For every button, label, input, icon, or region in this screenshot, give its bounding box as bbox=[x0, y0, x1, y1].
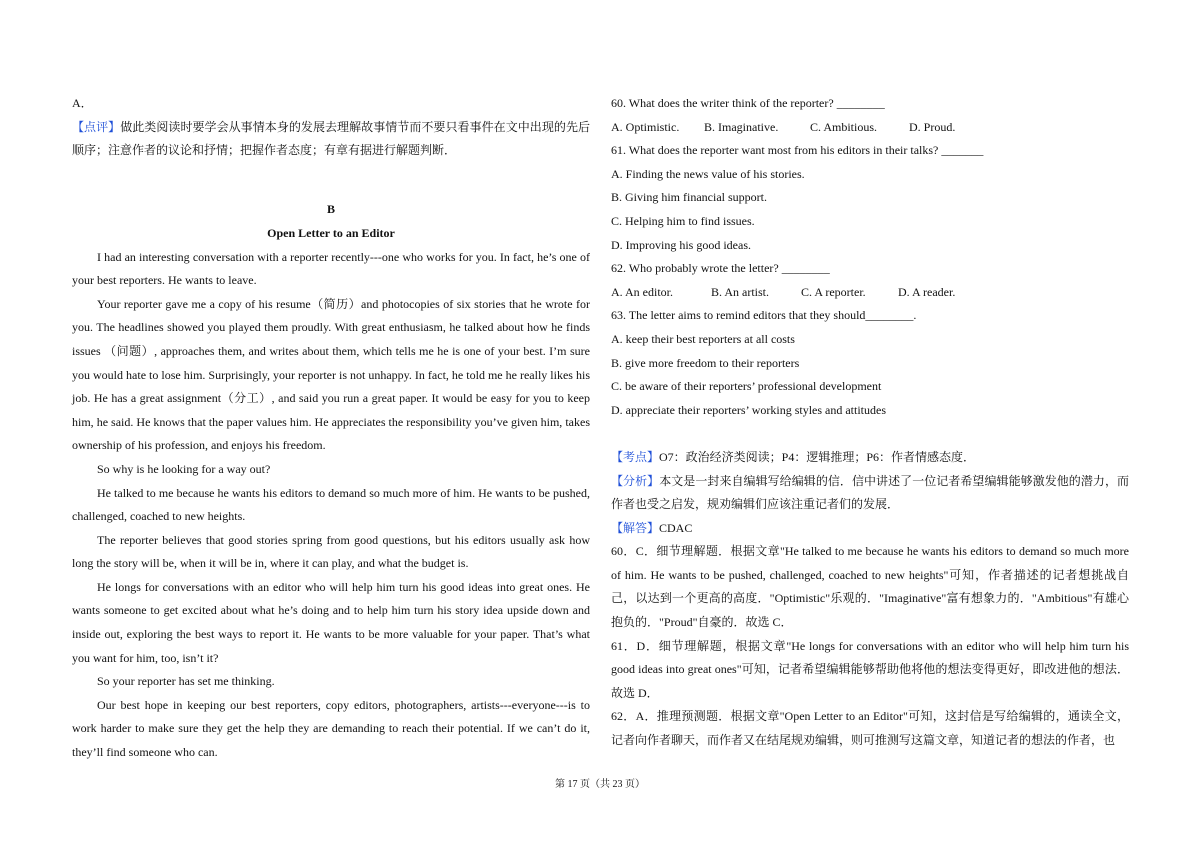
comment-tag: 【点评】 bbox=[72, 119, 121, 134]
comment bbox=[72, 116, 590, 163]
kaodian-text: O7：政治经济类阅读；P4：逻辑推理；P6：作者情感态度． bbox=[659, 449, 976, 464]
option: A. An editor. bbox=[611, 284, 673, 299]
option: B. give more freedom to their reporters bbox=[611, 355, 800, 370]
paragraph: I had an interesting conversation with a reporter recently---one who works for you. In fact, he’s one of your best reporters. He wants to leave. bbox=[72, 249, 590, 288]
jieda bbox=[611, 517, 1129, 541]
option: D. Improving his good ideas. bbox=[611, 237, 751, 252]
option: A. Finding the news value of his stories. bbox=[611, 166, 805, 181]
answer-a: A． bbox=[72, 96, 93, 110]
option: C. Helping him to find issues. bbox=[611, 213, 755, 228]
fenxi bbox=[611, 470, 1129, 517]
option: B. Giving him financial support. bbox=[611, 190, 767, 205]
option: C. be aware of their reporters’ professional development bbox=[611, 379, 882, 394]
option: D. A reader. bbox=[898, 284, 956, 299]
jieda-text: CDAC bbox=[659, 520, 693, 535]
question-62: 62. Who probably wrote the letter? ________ bbox=[611, 261, 830, 276]
paragraph: He longs for conversations with an editor who will help him turn his good ideas into great ones. He wants someone to get excited about what he’s doing and to help him turn his story idea upside down and inside out, exploring the best ways to report it. He wants to be more valuable for your paper. That’s what you want for him, too, isn’t it? bbox=[72, 579, 590, 665]
option: A. Optimistic. bbox=[611, 119, 680, 134]
paragraph: Your reporter gave me a copy of his resume（简历）and photocopies of six stories that he wrote for you. The headlines showed you played them proudly. With great enthusiasm, he talked about how he finds issues （问题）, approaches them, and writes about them, which tells me he is one of your best. I’m sure you would hate to lose him. Surprisingly, your reporter is not unhappy. In fact, he told me he really likes his job. He has a great assignment（分工）, and said you run a great paper. It would be easy for you to keep him, he said. He knows that the paper values him. He appreciates the responsibility you’ve given him, takes ownership of his profession, and enjoys his freedom. bbox=[72, 296, 590, 453]
article-title: Open Letter to an Editor bbox=[267, 225, 395, 240]
comment-text: 做此类阅读时要学会从事情本身的发展去理解故事情节而不要只看事件在文中出现的先后顺序；注意作者的议论和抒情；把握作者态度；有章有据进行解题判断． bbox=[72, 119, 590, 158]
fenxi-tag: 【分析】 bbox=[611, 473, 660, 488]
kaodian-tag: 【考点】 bbox=[611, 449, 660, 464]
option: D. appreciate their reporters’ working styles and attitudes bbox=[611, 402, 887, 417]
paragraph: So why is he looking for a way out? bbox=[97, 461, 271, 476]
paragraph: The reporter believes that good stories spring from good questions, but his editors usually ask how long the story will be, when it will be in, where it can play, and what the budget is. bbox=[72, 532, 590, 571]
question-61: 61. What does the reporter want most from his editors in their talks? _______ bbox=[611, 143, 984, 158]
jieda-tag: 【解答】 bbox=[611, 520, 660, 535]
option: C. Ambitious. bbox=[810, 119, 878, 134]
question-60-options bbox=[611, 116, 1129, 140]
paragraph: So your reporter has set me thinking. bbox=[97, 674, 275, 689]
kaodian bbox=[611, 446, 1129, 470]
option: D. Proud. bbox=[909, 119, 956, 134]
section-label: B bbox=[326, 202, 335, 217]
explanation-60: 60．C．细节理解题．根据文章"He talked to me because he wants his editors to demand so much more of him. He wants to be pushed, challenged, coached to new heights"可知，作者描述的记者想挑战自己，以达到一个更高的高度．"Optimistic"乐观的．"Imaginative"富有想象力的．"Ambitious"有雄心抱负的．"Proud"自豪的．故选 C． bbox=[611, 544, 1129, 630]
right-column bbox=[611, 92, 1129, 753]
explanation-62: 62．A．推理预测题．根据文章"Open Letter to an Editor"可知，这封信是写给编辑的，通读全文，记者向作者聊天，而作者又在结尾规劝编辑，则可推测写这篇文章，知道记者的想法的作者，也 bbox=[611, 709, 1129, 748]
left-column bbox=[72, 92, 590, 765]
paragraph: Our best hope in keeping our best reporters, copy editors, photographers, artists---everyone---is to work harder to make sure they get the help they are demanding to reach their potential. If we can’t do it, they’ll find someone who can. bbox=[72, 697, 590, 760]
question-62-options bbox=[611, 281, 1129, 305]
option: A. keep their best reporters at all costs bbox=[611, 331, 795, 346]
paragraph: He talked to me because he wants his editors to demand so much more of him. He wants to be pushed, challenged, coached to new heights. bbox=[72, 485, 590, 524]
option: B. An artist. bbox=[711, 284, 770, 299]
fenxi-text: 本文是一封来自编辑写给编辑的信．信中讲述了一位记者希望编辑能够激发他的潜力，而作者也受之启发，规劝编辑们应该注重记者们的发展． bbox=[611, 473, 1129, 512]
option: C. A reporter. bbox=[801, 284, 866, 299]
explanation-61: 61．D．细节理解题，根据文章"He longs for conversations with an editor who will help him turn his good ideas into great ones"可知，记者希望编辑能够帮助他将他的想法变得更好，即改进他的想法．故选 D． bbox=[611, 638, 1129, 700]
question-63: 63. The letter aims to remind editors that they should________. bbox=[611, 308, 917, 323]
page-number: 第 17 页（共 23 页） bbox=[555, 779, 645, 790]
option: B. Imaginative. bbox=[704, 119, 779, 134]
question-60: 60. What does the writer think of the reporter? ________ bbox=[611, 96, 885, 110]
